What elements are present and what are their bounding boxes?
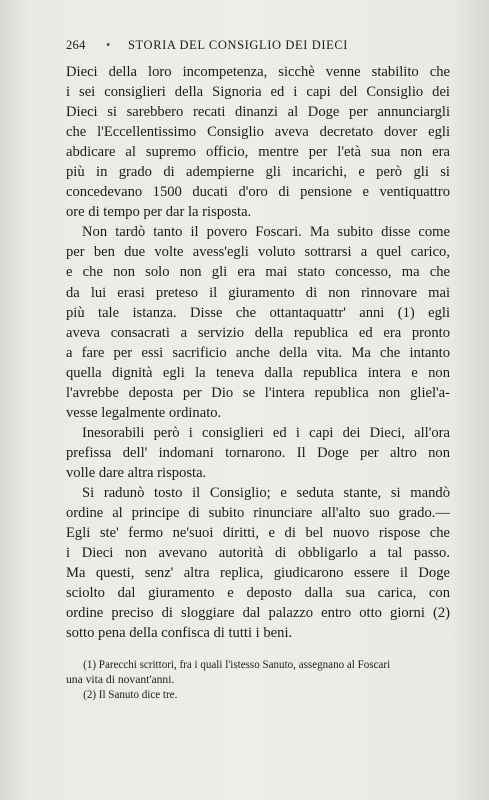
main-text — [66, 62, 450, 643]
footnotes — [66, 657, 450, 702]
text-line: sotto pena della confisca di tutti i beni. — [66, 625, 293, 642]
text-line: i Dieci non avevano autorità di obbligarlo a tal passo. — [66, 545, 450, 562]
text-line: ordine al principe di subito rinunciare all'alto suo grado.— — [66, 505, 450, 522]
running-header — [66, 38, 450, 62]
text-line: vesse legalmente ordinato. — [66, 404, 222, 421]
text-line: volle dare altra risposta. — [66, 464, 207, 481]
text-line: Non tardò tanto il povero Foscari. Ma subito disse come — [82, 224, 450, 241]
text-line: più in grado di adempierne gli incarichi, e però gli si — [66, 164, 450, 181]
text-line: Dieci si sarebbero recati dinanzi al Doge per annunciargli — [66, 104, 450, 121]
text-line: Dieci della loro incompetenza, sicchè venne stabilito che — [66, 64, 450, 80]
text-line: quella dignità egli la teneva dalla republica intera e non — [66, 364, 450, 381]
footnote-line: (1) Parecchi scrittori, fra i quali l'istesso Sanuto, assegnano al Foscari — [83, 658, 391, 672]
running-title: STORIA DEL CONSIGLIO DEI DIECI — [128, 38, 349, 52]
text-line: prefissa dell' indomani tornarono. Il Doge per altro non — [66, 444, 450, 461]
book-page — [66, 38, 450, 702]
text-line: che l'Eccellentissimo Consiglio aveva decretato dover egli — [66, 124, 450, 141]
text-line: Egli ste' fermo ne'suoi diritti, e di bel nuovo rispose che — [66, 525, 450, 542]
text-line: Si radunò tosto il Consiglio; e seduta stante, si mandò — [82, 484, 450, 501]
text-line: Ma questi, senz' altra replica, giudicarono essere il Doge — [66, 565, 450, 582]
text-line: abdicare al supremo officio, mentre per l'età sua non era — [66, 144, 450, 161]
footnote-line: (2) Il Sanuto dice tre. — [83, 688, 178, 702]
text-line: i sei consiglieri della Signoria ed i capi del Consiglio dei — [66, 84, 450, 101]
text-line: a fare per essi sacrificio anche della vita. Ma che intanto — [66, 344, 450, 361]
text-line: concedevano 1500 ducati d'oro di pensione e ventiquattro — [66, 184, 450, 201]
text-line: l'avrebbe deposta per Dio se l'intera republica non gliel'a- — [66, 384, 450, 401]
text-line: più tale istanza. Disse che ottantaquattr' anni (1) egli — [66, 304, 450, 321]
footnote-line: una vita di novant'anni. — [66, 673, 175, 687]
text-line: per ben due volte avess'egli voluto sottrarsi a quel carico, — [66, 244, 450, 261]
header-separator: • — [106, 38, 111, 52]
text-line: sciolto dal giuramento e deposto dalla sua carica, con — [66, 585, 450, 602]
text-line: ordine preciso di sloggiare dal palazzo entro otto giorni (2) — [66, 605, 450, 622]
text-line: aveva consacrati a servizio della republica ed era pronto — [66, 324, 450, 341]
page-number: 264 — [66, 38, 86, 52]
text-line: da lui erasi preteso il giuramento di non rinnovare mai — [66, 284, 450, 301]
text-line: Inesorabili però i consiglieri ed i capi dei Dieci, all'ora — [82, 424, 450, 441]
text-line: e che non solo non gli era mai stato concesso, ma che — [66, 264, 450, 281]
text-line: ore di tempo per dar la risposta. — [66, 204, 252, 221]
